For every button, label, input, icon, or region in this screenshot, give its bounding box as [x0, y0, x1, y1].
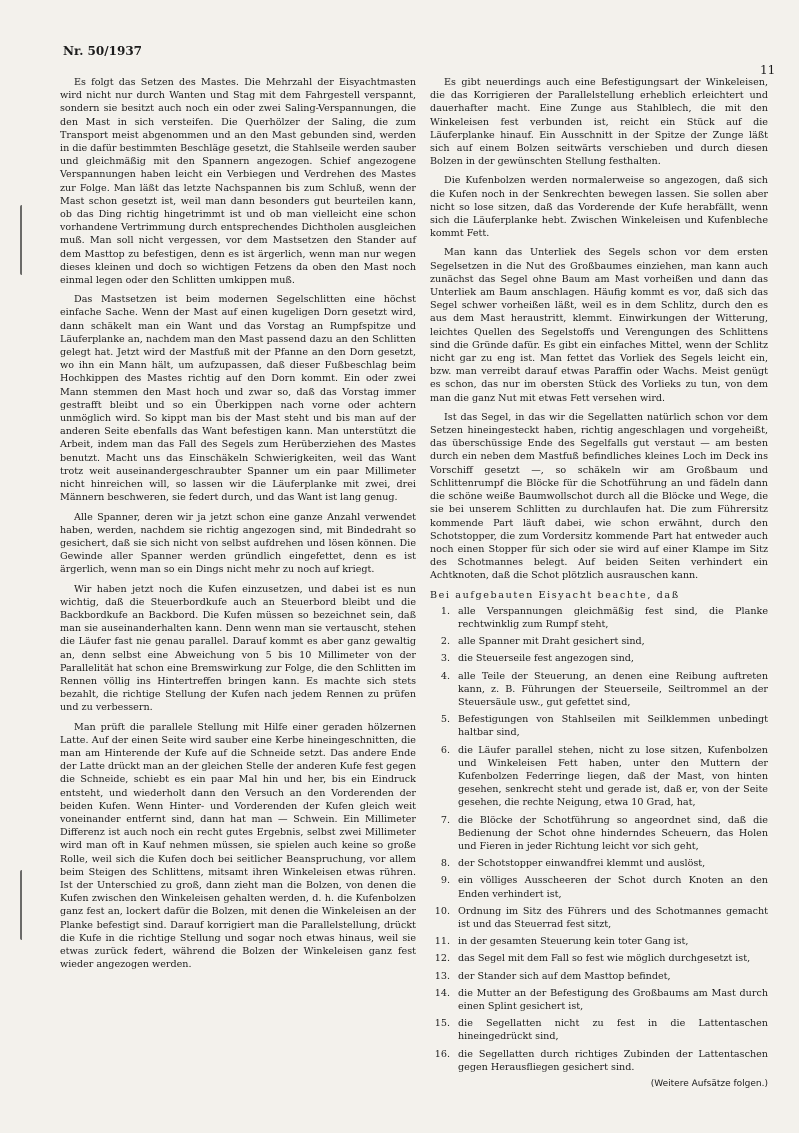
right-column	[430, 76, 768, 1091]
checklist-item	[430, 970, 768, 983]
item-text: alle Teile der Steuerung, an denen eine Reibung auftreten kann, z. B. Führungen der Steuerseile, Seiltrommel an der Steuersäule usw., gut gefettet sind,	[458, 670, 768, 708]
item-text: die Steuerseile fest angezogen sind,	[458, 653, 634, 665]
checklist-item	[430, 857, 768, 870]
item-number: 9.	[440, 875, 450, 887]
item-text: die Segellatten nicht zu fest in die Lattentaschen hineingedrückt sind,	[458, 1018, 768, 1043]
item-number: 13.	[434, 970, 450, 982]
checklist-item	[430, 952, 768, 965]
item-number: 15.	[434, 1018, 450, 1030]
item-text: in der gesamten Steuerung kein toter Gang ist,	[458, 936, 689, 948]
checklist-item	[430, 713, 768, 739]
continuation-note: (Weitere Aufsätze folgen.)	[650, 1079, 768, 1090]
item-number: 16.	[434, 1048, 450, 1060]
checklist-item	[430, 935, 768, 948]
paragraph: Das Mastsetzen ist beim modernen Segelschlitten eine höchst einfache Sache. Wenn der Mast auf einen kugeligen Dorn gesetzt wird, dann schäkelt man ein Want und das Vorstag an Rumpfspitze und Läuferplanke an, nachdem man den Mast passend dazu an den Schlitten gelegt hat. Jetzt wird der Mastfuß mit der Pfanne an den Dorn gesetzt, wo ihn ein Mann hält, um aufzupassen, daß dieser Fußbeschlag beim Hochkippen des Mastes richtig auf den Dorn kommt. Ein oder zwei Mann stemmen den Mast hoch und zwar so, daß das Vorstag immer gestrafft bleibt und so ein Überkippen nach vorne oder achtern unmöglich wird. So kippt man bis der Mast steht und bis man auf der anderen Seite ebenfalls das Want befestigen kann. Man unterstützt die Arbeit, indem man das Fall des Segels zum Herüberziehen des Mastes benutzt. Macht uns das Einschäkeln Schwierigkeiten, weil das Want trotz weit auseinandergeschraubter Spanner um ein paar Millimeter nicht hinreichen will, so lassen wir die Läuferplanke mit zwei, drei Männern beschweren, sie federt durch, und das Want ist lang genug.	[60, 294, 416, 504]
checklist-item	[430, 670, 768, 710]
item-text: Ordnung im Sitz des Führers und des Schotmannes gemacht ist und das Steuerrad fest sitzt,	[458, 905, 768, 930]
item-number: 2.	[440, 636, 450, 648]
item-number: 6.	[440, 744, 450, 756]
item-number: 1.	[440, 605, 450, 617]
page-number: 11	[760, 63, 776, 77]
paragraph: Wir haben jetzt noch die Kufen einzusetzen, und dabei ist es nun wichtig, daß die Steuerbordkufe auch an Steuerbord bleibt und die Backbordkufe an Backbord. Die Kufen müssen so bezeichnet sein, daß man sie auseinanderhalten kann. Denn wenn man sie vertauscht, stehen die Läufer fast nie genau parallel. Darauf kommt es aber ganz gewaltig an, denn selbst eine Abweichung von 5 bis 10 Millimeter von der Parallelität hat schon eine Bremswirkung zur Folge, die den Schlitten im Rennen völlig ins Hintertreffen bringen kann. Es machte sich stets bezahlt, die richtige Stellung der Kufen nach jedem Rennen zu prüfen und zu verbessern.	[60, 583, 416, 714]
paragraph: Es gibt neuerdings auch eine Befestigungsart der Winkeleisen, die das Korrigieren der Parallelstellung erheblich erleichtert und dauerhafter macht. Eine Zunge aus Stahlblech, die mit den Winkeleisen fest verbunden ist, reicht ein Stück auf die Läuferplanke hinauf. Ein Ausschnitt in der Spitze der Zunge läßt sich auf einem Bolzen seitwärts verschieben und durch diesen Bolzen in der gewünschten Stellung festhalten.	[430, 77, 768, 168]
item-number: 10.	[434, 905, 450, 917]
checklist-item	[430, 814, 768, 854]
item-text: ein völliges Ausscheeren der Schot durch Knoten an den Enden verhindert ist,	[458, 875, 768, 900]
item-text: die Mutter an der Befestigung des Großbaums am Mast durch einen Splint gesichert ist,	[458, 987, 768, 1012]
checklist-heading: Bei aufgebauten Eisyacht beachte, daß	[430, 589, 680, 601]
checklist-item	[430, 635, 768, 648]
item-text: die Segellatten durch richtiges Zubinden der Lattentaschen gegen Herausfliegen gesichert sind.	[458, 1048, 768, 1073]
item-text: alle Verspannungen gleichmäßig fest sind, die Planke rechtwinklig zum Rumpf steht,	[458, 605, 768, 630]
item-text: der Schotstopper einwandfrei klemmt und auslöst,	[458, 858, 706, 870]
checklist-item	[430, 905, 768, 931]
checklist	[430, 605, 768, 1074]
item-number: 12.	[434, 953, 450, 965]
paragraph: Ist das Segel, in das wir die Segellatten natürlich schon vor dem Setzen hineingesteckt haben, richtig angeschlagen und vorgeheißt, das überschüssige Ende des Segelfalls gut verstaut — am besten durch ein neben dem Mastfuß befindliches kleines Loch im Deck ins Vorschiff gesetzt —, so schäkeln wir am Großbaum und Schlittenrumpf die Blöcke für die Schotführung an und fädeln dann die schöne weiße Baumwollschot durch all die Blöcke und Wege, die sie bei unserem Schlitten zu durchlaufen hat. Die zum Führersitz kommende Part läuft dabei, wie schon erwähnt, durch den Schotstopper, die zum Vordersitz kommende Part hat entweder auch noch einen Stopper für sich oder sie wird auf einer Klampe im Sitz des Schotmannes belegt. Auf beiden Seiten verhindert ein Achtknoten, daß die Schot plötzlich ausrauschen kann.	[430, 411, 768, 582]
item-text: die Läufer parallel stehen, nicht zu lose sitzen, Kufenbolzen und Winkeleisen Fett haben, unter den Muttern der Kufenbolzen Federringe liegen, daß der Mast, von hinten gesehen, senkrecht steht und gerade ist, daß er, von der Seite gesehen, die rechte Neigung, etwa 10 Grad, hat,	[458, 744, 768, 809]
punch-hole-mark	[20, 870, 32, 940]
checklist-item	[430, 1017, 768, 1043]
checklist-item	[430, 987, 768, 1013]
checklist-item	[430, 652, 768, 665]
checklist-item	[430, 874, 768, 900]
punch-hole-mark	[20, 205, 32, 275]
item-text: das Segel mit dem Fall so fest wie möglich durchgesetzt ist,	[458, 953, 751, 965]
checklist-item	[430, 744, 768, 810]
item-number: 4.	[440, 670, 450, 682]
paragraph: Man kann das Unterliek des Segels schon vor dem ersten Segelsetzen in die Nut des Großbaumes einziehen, man kann auch zunächst das Segel ohne Baum am Mast vorheißen und dann das Unterliek am Baum anschlagen. Häufig kommt es vor, daß sich das Segel schwer vorheißen läßt, weil es in dem Schlitz, durch den es aus dem Mast heraustritt, klemmt. Einwirkungen der Witterung, leichtes Quellen des Segelstoffs und Verengungen des Schlittens sind die Gründe dafür. Es gibt ein einfaches Mittel, wenn der Schlitz nicht gar zu eng ist. Man fettet das Vorliek des Segels leicht ein, bzw. man verreibt darauf etwas Paraffin oder Wachs. Meist genügt es schon, das nur im obersten Stück des Vorlieks zu tun, von dem man die ganz Nut mit etwas Fett versehen wird.	[430, 247, 768, 404]
item-text: alle Spanner mit Draht gesichert sind,	[458, 636, 645, 648]
paragraph: Man prüft die parallele Stellung mit Hilfe einer geraden hölzernen Latte. Auf der einen Seite wird sauber eine Kerbe hineingeschnitten, die man am Hinterende der Kufe auf die Schneide setzt. Das andere Ende der Latte drückt man an der gleichen Stelle der anderen Kufe fest gegen die Schneide, schiebt es ein paar Mal hin und her, bis ein Eindruck entsteht, und wiederholt dann den Versuch an den Vorderenden der beiden Kufen. Wenn Hinter- und Vorderenden der Kufen gleich weit voneinander entfernt sind, dann hat man — Schwein. Ein Millimeter Differenz ist auch noch ein recht gutes Ergebnis, selbst zwei Millimeter wird man oft in Kauf nehmen müssen, sie spielen auch keine so große Rolle, weil sich die Kufen doch bei seitlicher Beanspruchung, vor allem beim Steigen des Schlittens, mitsamt ihren Winkeleisen etwas rühren. Ist der Unterschied zu groß, dann zieht man die Bolzen, von denen die Kufen zwischen den Winkeleisen gehalten werden, d. h. die Kufenbolzen ganz fest an, lockert dafür die Bolzen, mit denen die Winkeleisen an der Planke befestigt sind. Darauf korrigiert man die Parallelstellung, drückt die Kufe in die richtige Stellung und sogar noch etwas hinaus, weil sie etwas zurück federt, während die Bolzen der Winkeleisen ganz fest wieder angezogen werden.	[60, 721, 416, 971]
item-number: 11.	[434, 936, 450, 948]
item-text: Befestigungen von Stahlseilen mit Seilklemmen unbedingt haltbar sind,	[458, 714, 768, 739]
paragraph: Es folgt das Setzen des Mastes. Die Mehrzahl der Eisyachtmasten wird nicht nur durch Wanten und Stag mit dem Fahrgestell verspannt, sondern sie besitzt auch noch ein oder zwei Saling-Verspannungen, die den Mast in sich versteifen. Die Querhölzer der Saling, die zum Transport meist abgenommen und an den Mast gebunden sind, werden in die dafür bestimmten Beschläge gesetzt, die Stahlseile werden sauber und gleichmäßig mit den Spannern angezogen. Schief angezogene Verspannungen haben leicht ein Verbiegen und Verdrehen des Mastes zur Folge. Man läßt das letzte Nachspannen bis zum Schluß, wenn der Mast schon gesetzt ist, weil man dann besonders gut beurteilen kann, ob das Ding richtig hingetrimmt ist und ob man vielleicht eine schon vorhandene Vertrimmung durch entsprechendes Dichtholen ausgleichen muß. Man soll nicht vergessen, vor dem Mastsetzen den Stander auf dem Masttop zu befestigen, denn es ist ärgerlich, wenn man nur wegen dieses kleinen und doch so wichtigen Fetzens da oben den Mast noch einmal legen oder den Schlitten umkippen muß.	[60, 77, 416, 287]
paragraph: Alle Spanner, deren wir ja jetzt schon eine ganze Anzahl verwendet haben, werden, nachdem sie richtig angezogen sind, mit Bindedraht so gesichert, daß sie sich nicht von selbst aufdrehen und lösen können. Die Gewinde aller Spanner werden gründlich eingefettet, denn es ist ärgerlich, wenn man so ein Dings nicht mehr zu noch auf kriegt.	[60, 511, 416, 576]
item-number: 7.	[440, 814, 450, 826]
item-text: die Blöcke der Schotführung so angeordnet sind, daß die Bedienung der Schot ohne hinderndes Scheuern, das Holen und Fieren in jeder Richtung leicht vor sich geht,	[458, 814, 768, 852]
item-number: 14.	[434, 987, 450, 999]
issue-number: Nr. 50/1937	[63, 44, 143, 58]
paragraph: Die Kufenbolzen werden normalerweise so angezogen, daß sich die Kufen noch in der Senkrechten bewegen lassen. Sie sollen aber nicht so lose sitzen, daß das Vorderende der Kufe herabfällt, wenn sich die Läuferplanke hebt. Zwischen Winkeleisen und Kufenbleche kommt Fett.	[430, 175, 768, 240]
item-number: 5.	[440, 714, 450, 726]
item-text: der Stander sich auf dem Masttop befindet,	[458, 970, 671, 982]
item-number: 3.	[440, 653, 450, 665]
checklist-item	[430, 605, 768, 631]
checklist-item	[430, 1048, 768, 1074]
item-number: 8.	[440, 858, 450, 870]
left-column	[60, 76, 416, 977]
